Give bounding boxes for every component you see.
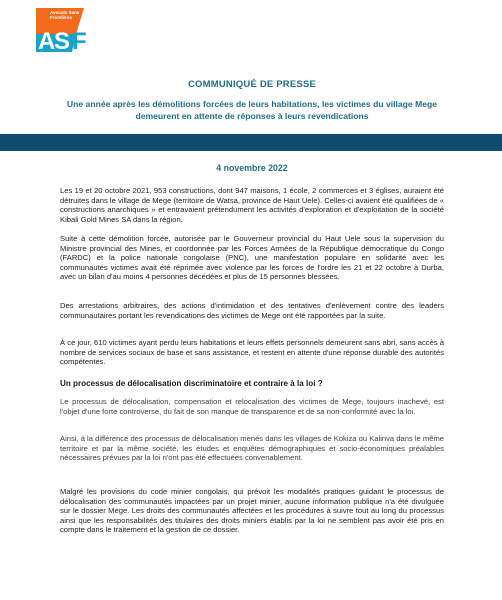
section-heading: Un processus de délocalisation discriminatoire et contraire à la loi ? — [60, 379, 323, 388]
paragraph-1: Les 19 et 20 octobre 2021, 953 constructions, dont 947 maisons, 1 école, 2 commerces et 3 églises, auraient été détruites dans le village de Mege (territoire de Watsa, province de Haut Uele). Celles-ci avaient été qualifiées de « constructions anarchiques » et entravaient prétendument les activités d'exploration et d'exploitation de la société Kibali Gold Mines SA dans la région. — [60, 186, 444, 224]
paragraph-4: À ce jour, 610 victimes ayant perdu leurs habitations et leurs effets personnels demeurent sans abri, sans accès à nombre de services sociaux de base et sans assistance, et restent en attente d'une réponse durable des autorités compétentes. — [60, 338, 444, 367]
press-release-label: COMMUNIQUÉ DE PRESSE — [187, 79, 317, 90]
headline: Une année après les démolitions forcées de leurs habitations, les victimes du village Mege demeurent en attente de réponses à leurs revendications — [66, 99, 438, 121]
header-band — [0, 134, 502, 151]
svg-text:F: F — [72, 28, 87, 52]
svg-text:A: A — [38, 28, 56, 52]
logo-tagline: Avocats Sans Frontières — [50, 10, 80, 20]
svg-text:S: S — [54, 28, 71, 52]
section-paragraph-2: Ainsi, à la différence des processus de délocalisation menés dans les villages de Kokiza ou Kalinva dans le même territoire et par la même société, les études et enquêtes démographiques et socio-économiques préalables nécessaires prévues par la loi n'ont pas été effectuées convenablement. — [60, 434, 444, 463]
release-date: 4 novembre 2022 — [216, 163, 288, 173]
paragraph-3: Des arrestations arbitraires, des actions d'intimidation et des tentatives d'enlèvement contre des leaders communautaires portant les revendications des victimes de Mege ont été rapportées par la suite. — [60, 301, 444, 320]
section-paragraph-3: Malgré les provisions du code minier congolais, qui prévoit les modalités pratiques guidant le processus de délocalisation des communautés impactées par un projet minier, aucune information publique n'a été divulguée sur le dossier Mege. Les droits des communautés affectées et les procédures à suivre tout au long du processus ainsi que les responsabilités des titulaires des droits miniers établis par la loi ne semblent pas avoir été pris en compte dans le traitement et la gestion de ce dossier. — [60, 487, 444, 535]
section-paragraph-1: Le processus de délocalisation, compensation et relocalisation des victimes de Mege, toujours inachevé, est l'objet d'une forte controverse, du fait de son manque de transparence et de sa non-conformité avec la loi. — [60, 397, 444, 416]
paragraph-2: Suite à cette démolition forcée, autorisée par le Gouverneur provincial du Haut Uele sous la supervision du Ministre provincial des Mines, et coordonnée par les Forces Armées de la République démocratique du Congo (FARDC) et la police nationale congolaise (PNC), une manifestation populaire en solidarité avec les communautés victimes avait été réprimée avec violence par les forces de l'ordre les 21 et 22 octobre à Durba, avec un bilan d'au moins 4 personnes décédées et plus de 15 personnes blessées. — [60, 234, 444, 282]
